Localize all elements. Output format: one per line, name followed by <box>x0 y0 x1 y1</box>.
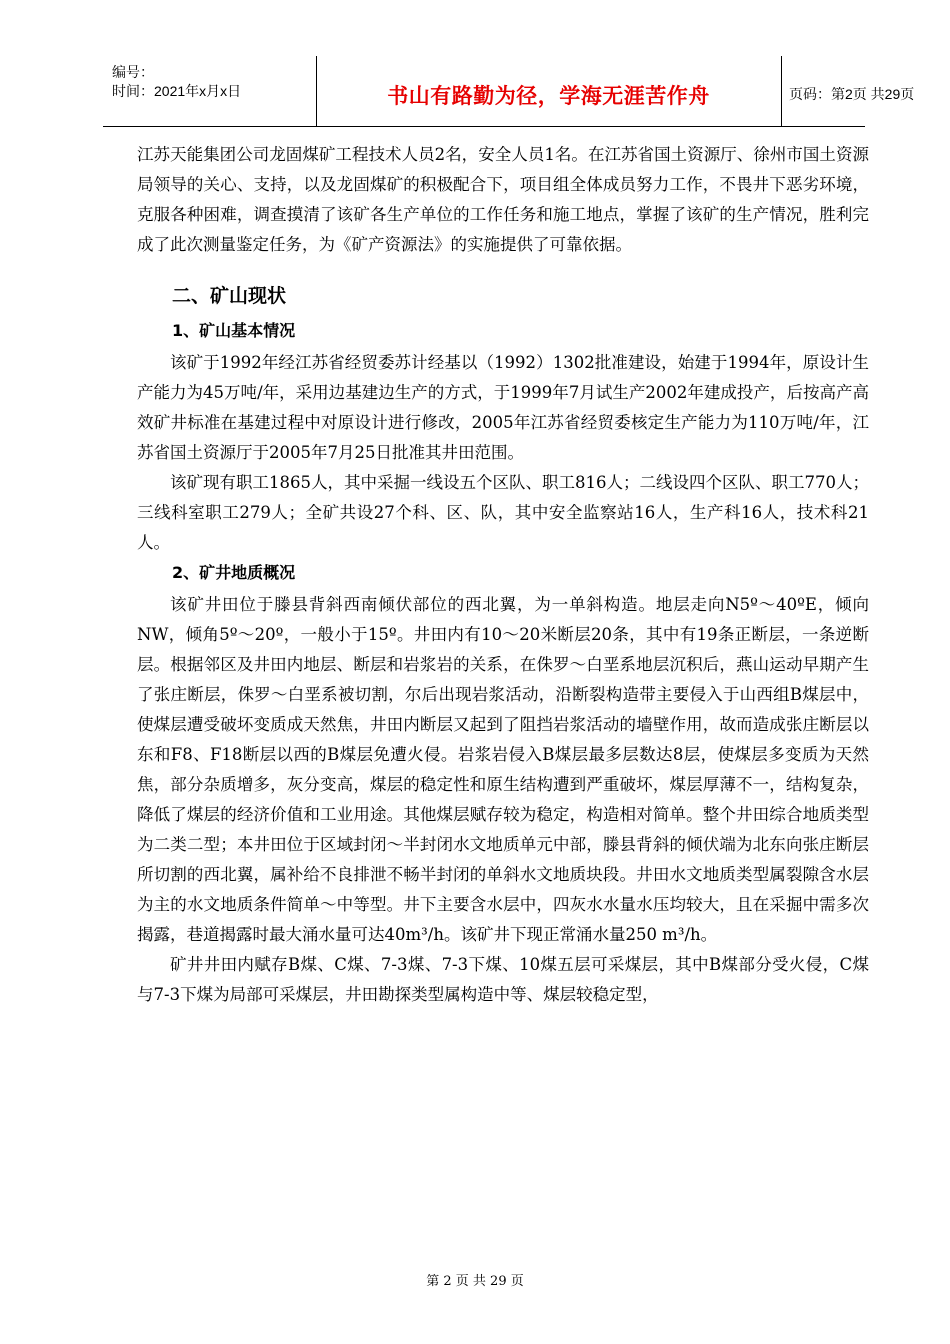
time-label: 时间：2021年x月x日 <box>112 83 242 99</box>
header-page-cell <box>781 56 915 126</box>
section-title: 二、矿山现状 <box>172 285 287 307</box>
page-footer <box>0 1270 950 1289</box>
header-meta-cell <box>103 56 317 126</box>
page-header <box>103 56 915 127</box>
number-label: 编号： <box>112 64 154 80</box>
document-body <box>137 140 869 1010</box>
header-motto-cell <box>316 56 782 126</box>
subsection-title-1: 1、矿山基本情况 <box>172 321 296 340</box>
subsection-title-2: 2、矿井地质概况 <box>172 563 296 582</box>
footer-page-number: 第 2 页 共 29 页 <box>426 1274 524 1289</box>
paragraph-mine-history: 该矿于1992年经江苏省经贸委苏计经基以（1992）1302批准建设，始建于1994年，原设计生产能力为45万吨/年，采用边基建边生产的方式，于1999年7月试生产2002年建成投产，后按高产高效矿井标准在基建过程中对原设计进行修改，2005年江苏省经贸委核定生产能力为110万吨/年，江苏省国土资源厅于2005年7月25日批准其井田范围。 <box>137 353 869 462</box>
paragraph-coal-seams: 矿井井田内赋存B煤、C煤、7-3煤、7-3下煤、10煤五层可采煤层，其中B煤部分受火侵，C煤与7-3下煤为局部可采煤层，井田勘探类型属构造中等、煤层较稳定型， <box>137 955 869 1004</box>
paragraph-mine-staff: 该矿现有职工1865人，其中采掘一线设五个区队、职工816人；二线设四个区队、职工770人；三线科室职工279人；全矿共设27个科、区、队，其中安全监察站16人，生产科16人，技术科21人。 <box>137 473 869 552</box>
paragraph-geology: 该矿井田位于滕县背斜西南倾伏部位的西北翼，为一单斜构造。地层走向N5º～40ºE，倾向NW，倾角5º～20º，一般小于15º。井田内有10～20米断层20条，其中有19条正断层，一条逆断层。根据邻区及井田内地层、断层和岩浆岩的关系，在侏罗～白垩系地层沉积后，燕山运动早期产生了张庄断层，侏罗～白垩系被切割，尔后出现岩浆活动，沿断裂构造带主要侵入于山西组B煤层中，使煤层遭受破坏变质成天然焦，井田内断层又起到了阻挡岩浆活动的墙壁作用，故而造成张庄断层以东和F8、F18断层以西的B煤层免遭火侵。岩浆岩侵入B煤层最多层数达8层，使煤层多变质为天然焦，部分杂质增多，灰分变高，煤层的稳定性和原生结构遭到严重破坏，煤层厚薄不一，结构复杂，降低了煤层的经济价值和工业用途。其他煤层赋存较为稳定，构造相对简单。整个井田综合地质类型为二类二型；本井田位于区域封闭～半封闭水文地质单元中部，滕县背斜的倾伏端为北东向张庄断层所切割的西北翼，属补给不良排泄不畅半封闭的单斜水文地质块段。井田水文地质类型属裂隙含水层为主的水文地质条件简单～中等型。井下主要含水层中，四灰水水量水压均较大，且在采掘中需多次揭露，巷道揭露时最大涌水量可达40m³/h。该矿井下现正常涌水量250 m³/h。 <box>137 595 869 944</box>
intro-paragraph: 江苏天能集团公司龙固煤矿工程技术人员2名，安全人员1名。在江苏省国土资源厅、徐州市国土资源局领导的关心、支持，以及龙固煤矿的积极配合下，项目组全体成员努力工作，不畏井下恶劣环境，克服各种困难，调查摸清了该矿各生产单位的工作任务和施工地点，掌握了该矿的生产情况，胜利完成了此次测量鉴定任务，为《矿产资源法》的实施提供了可靠依据。 <box>137 145 869 254</box>
header-motto: 书山有路勤为径，学海无涯苦作舟 <box>387 84 710 108</box>
header-page-info: 页码：第2页 共29页 <box>789 86 915 102</box>
